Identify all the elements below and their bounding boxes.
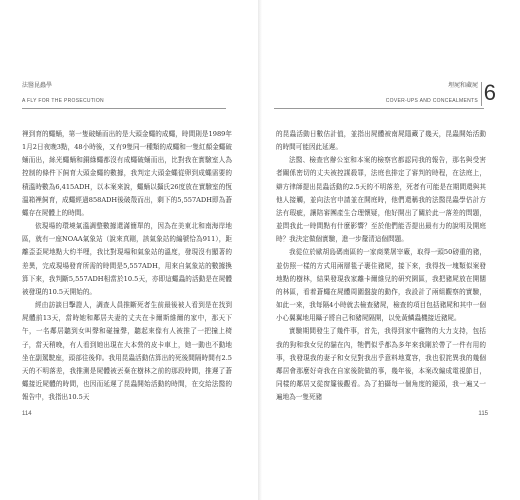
- right-paragraph-4: 實驗期間發生了幾件事，首先，我得到家中寵物的大力支持，包括我的狗和我女兒的貓在內，牠們似乎都為多年來我剛於帶了一件有用的事，我發現我的妻子和女兒對我出乎意料地寬容，我也很詫異我的幾個鄰居會那麼好奇我在自家後院做的事，幾年後，本案改編成電視節目，同樣的鄰居又從窗簾後觀看。為了拍攝每一個角度的鏡頭，我一遍又一遍地為一隻死豬: [276, 327, 486, 402]
- left-paragraph-3: 經由訪談目擊證人，調查人員推斷死者生前最後被人看到是在找到屍體前13天，當時她和鄰居夫妻的丈夫在卡爾斯維爾的家中，那天下午，一名鄰居聽到女叫聲和碰撞聲，聽起來像有人被推了一把撞上椅子，當天稍晚，有人看到她出現在大本營的皮卡車上，她一動也不動地坐在副駕駛座，頭部往後仰。我用昆蟲活動估算出的死後間隔時間有2.5天的不明落差，我推測是屍體被丟棄在樹林之前的那段時間，推遲了蒼蠅接近屍體的時間，也因而延遲了昆蟲開始活動的時間，在交給法醫的報告中，我指出10.5天: [22, 301, 232, 402]
- left-running-header-english: A FLY FOR THE PROSECUTION: [22, 98, 104, 104]
- right-running-header-chinese: 埋屍和藏屍: [447, 82, 478, 89]
- right-header-rule: [274, 108, 484, 109]
- right-paragraph-3: 我從位於歐胡島碼南區的一家商業屠宰廠，取得一頭50磅重的豬，並仿照一樣的方式用兩層毯子裹住豬屍，接下來，我得找一塊類似案發地點的樹林，結果發現我家離卡爾維兒的研究園區，我把豬屍放在開闊的林區，看着蒼蠅在屍體周圍盤旋的動作，我設計了兩組觀察的實驗，如此一來，我每隔4小時就去檢查豬屍，檢查的項目包括豬屍和其中一個小心翼翼地用鑷子將自己和豬屍隔開，以免黃鱗蟲機接近豬屍。: [276, 248, 486, 323]
- left-header-rule: [22, 108, 226, 109]
- left-running-header-chinese: 法醫昆蟲學: [22, 82, 53, 89]
- right-paragraph-2: 法醫、檢查官辦公室和本案的檢察官都認同我的報告，那名與受害者關係密切的丈夫被控謀殺罪，法庭也排定了審判的時程，在法庭上，辯方律師提出昆蟲活動的2.5天的不明落差，死者有可能是在期間還與其他人接觸，並向法官申請並在開庭時，他們還稱我的法醫昆蟲學估計方法有瑕疵，讓陪審團產生合理懷疑，他好開出了關於此一落差的問題，並問我此一時間點有什麼影響？至於他們能否提出最有力的說明及開庭時？我決定做個實驗，進一步釐清這個問題。: [276, 156, 486, 244]
- left-paragraph-2: 依現場的環境氣溫調整數據還滿簡單的，因為在美東北和南海岸地區，就有一座NOAA氣象站（說來真剛，該氣象站的編號恰為911），距離歪歪屍地點大約半哩，我比對現場和氣象站的溫度，發現沒有顯著的差異，完成現場發育所需的時間是5,557ADH，用來自氣象站的數據換算下來，我判斷5,557ADH相當於10.5天，亦即這蠅蟲的活動是在屍體被發現的10.5天開始的。: [22, 222, 232, 296]
- chapter-number: 6: [483, 80, 496, 105]
- left-page-number: 114: [22, 411, 32, 417]
- left-page: [0, 0, 258, 500]
- chapter-divider-line: [481, 82, 482, 106]
- right-page: [262, 0, 520, 500]
- right-paragraph-1: 的昆蟲活動日數估計值，並指出屍體被南屍隱藏了幾天，昆蟲開始活動的時間可能因此延遲。: [276, 130, 486, 152]
- right-running-header-english: COVER-UPS AND CONCEALMENTS: [385, 98, 478, 104]
- right-page-number: 115: [478, 411, 488, 417]
- right-body-text: [276, 128, 486, 404]
- left-paragraph-1: 裡到育的蠅蛹，第一隻破蛹而出的是大頭金蠅的成蠅，時間則是1989年1月2日夜晚3點，48小時後，又有9隻同一種類的成蠅和一隻紅顏金蠅破蛹而出，絲光蠅蛹和銅綠蠅都沒有成蠅破蛹而出，比對我在實驗室人為控制的條件下飼育大頭金蠅的數據，我判定大頭金蠅從卵到成蠅需要的積溫時數為6,415ADH，以本案來說，蠅蛹以攝氏26度放在實驗室的恆溫箱裡飼育，成蠅經過858ADH後破殼而出，剩下的5,557ADH即為蒼蠅存在屍體上的時間。: [22, 130, 232, 217]
- left-body-text: [22, 128, 232, 404]
